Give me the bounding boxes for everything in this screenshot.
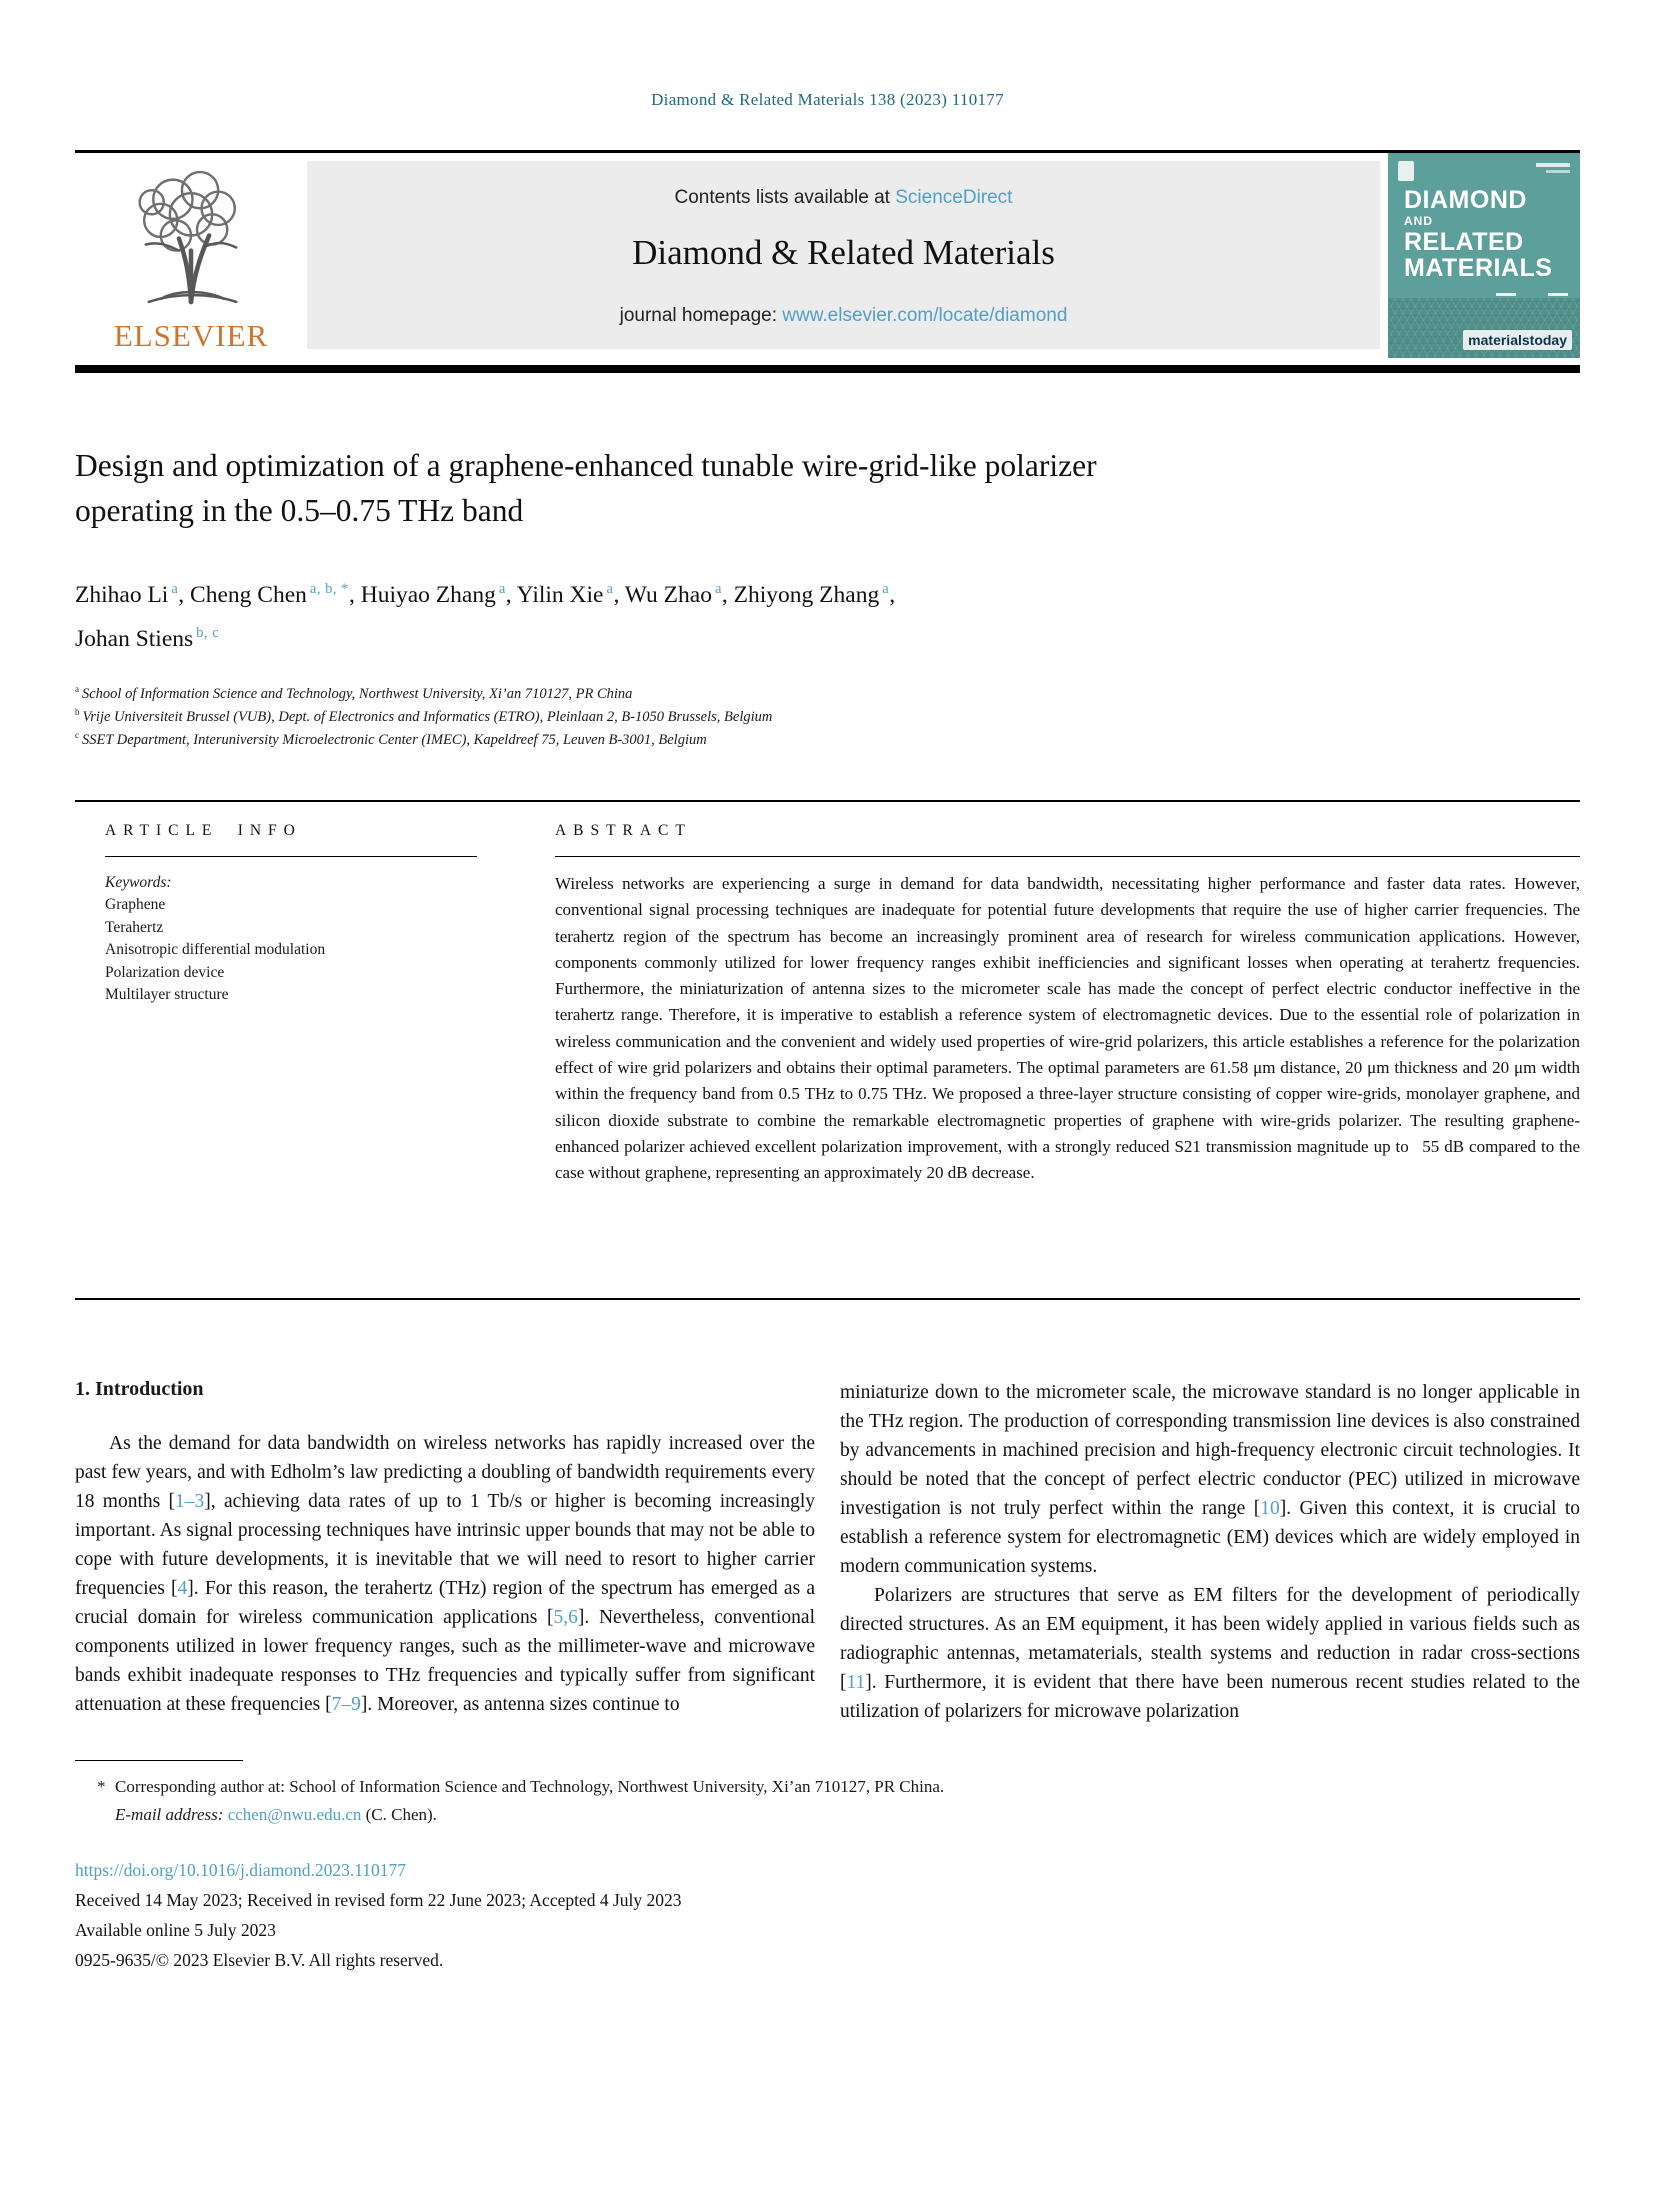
article-body bbox=[75, 1378, 1580, 1726]
cover-title-line: DIAMOND bbox=[1404, 186, 1527, 214]
abstract-heading: ABSTRACT bbox=[555, 822, 692, 839]
keyword: Polarization device bbox=[105, 963, 225, 981]
cover-title-line: RELATED bbox=[1404, 228, 1524, 257]
journal-reference: Diamond & Related Materials 138 (2023) 110177 bbox=[651, 90, 1004, 109]
contents-prefix: Contents lists available at bbox=[674, 187, 896, 208]
affiliation-marker: b bbox=[75, 707, 80, 718]
elsevier-logo bbox=[75, 153, 307, 365]
keyword: Terahertz bbox=[105, 918, 164, 936]
email-line bbox=[75, 1801, 1580, 1829]
section-heading-introduction: 1. Introduction bbox=[75, 1378, 204, 1400]
affiliation bbox=[75, 706, 1580, 729]
available-online: Available online 5 July 2023 bbox=[75, 1920, 276, 1940]
cover-title-line: AND bbox=[1404, 214, 1433, 228]
left-column bbox=[75, 1378, 815, 1726]
author-line-1: Zhihao Li $^a$, Cheng Chen $^{a, b, *}$, Huiyao Zhang $^a$, Yilin Xie $^a$, Wu Zhao $^a$, Zhiyong Zhang $^a$, bbox=[75, 581, 896, 608]
article-info-column bbox=[75, 822, 555, 1298]
affiliation-text: SSET Department, Interuniversity Microelectronic Center (IMEC), Kapeldreef 75, Leuven B-3001, Belgium bbox=[82, 732, 707, 748]
cover-elsevier-mark-icon bbox=[1398, 161, 1414, 181]
received-dates: Received 14 May 2023; Received in revised form 22 June 2023; Accepted 4 July 2023 bbox=[75, 1890, 682, 1910]
divider bbox=[555, 856, 1580, 857]
footnote-marker: * bbox=[97, 1777, 106, 1796]
affiliation bbox=[75, 683, 1580, 706]
intro-paragraph-1: As the demand for data bandwidth on wireless networks has rapidly increased over the past few years, and with Edholm’s law predicting a doubling of bandwidth requirements every 18 months [1–3], achieving data rates of up to 1 Tb/s or higher is becoming increasingly important. As signal processing techniques have intrinsic upper bounds that may not be able to cope with future developments, it is inevitable that we will need to resort to higher carrier frequencies [4]. For this reason, the terahertz (THz) region of the spectrum has emerged as a crucial domain for wireless communication applications [5,6]. Nevertheless, conventional components utilized in lower frequency ranges, such as the millimeter-wave and microwave bands exhibit inadequate responses to THz frequencies and typically suffer from significant attenuation at these frequencies [7–9]. Moreover, as antenna sizes continue to bbox=[75, 1433, 816, 1715]
cover-issue-text bbox=[1536, 163, 1570, 167]
cover-title bbox=[1404, 187, 1580, 281]
doi-link[interactable]: https://doi.org/10.1016/j.diamond.2023.110177 bbox=[75, 1860, 407, 1880]
keyword: Multilayer structure bbox=[105, 986, 229, 1003]
doi-line bbox=[75, 1855, 1580, 1885]
cover-title-line: MATERIALS bbox=[1404, 254, 1553, 283]
right-column bbox=[840, 1378, 1580, 1726]
journal-homepage-link[interactable]: www.elsevier.com/locate/diamond bbox=[782, 305, 1068, 326]
affiliation-text: School of Information Science and Technology, Northwest University, Xi’an 710127, PR China bbox=[82, 686, 633, 702]
author-line-2: Johan Stiens $^{b, c}$ bbox=[75, 625, 220, 652]
copyright-line: 0925-9635/© 2023 Elsevier B.V. All rights reserved. bbox=[75, 1950, 444, 1970]
email-label: E-mail address: bbox=[115, 1805, 224, 1824]
intro-paragraph-1-continued: miniaturize down to the micrometer scale, the microwave standard is no longer applicable in the THz region. The production of corresponding transmission line devices is also constrained by advancements in machined precision and high-frequency electronic circuit technologies. It should be noted that the concept of perfect electric conductor (PEC) utilized in microwave investigation is not truly perfect within the range [10]. Given this context, it is crucial to establish a reference system for electromagnetic (EM) devices which are widely employed in modern communication systems. bbox=[840, 1382, 1580, 1577]
affiliations bbox=[75, 683, 1580, 752]
homepage-prefix: journal homepage: bbox=[619, 305, 783, 326]
journal-banner bbox=[307, 161, 1380, 349]
affiliation-text: Vrije Universiteit Brussel (VUB), Dept. of Electronics and Informatics (ETRO), Pleinlaan 2, B-1050 Brussels, Belgium bbox=[82, 709, 773, 725]
keywords-label: Keywords: bbox=[105, 874, 172, 891]
masthead-divider bbox=[75, 365, 1580, 373]
article-title: Design and optimization of a graphene-enhanced tunable wire-grid-like polarizer operating in the 0.5–0.75 THz band bbox=[75, 448, 1097, 528]
author-list bbox=[75, 573, 1580, 661]
corresponding-author-note bbox=[75, 1773, 1580, 1801]
journal-title: Diamond & Related Materials bbox=[632, 233, 1055, 272]
keyword: Anisotropic differential modulation bbox=[105, 941, 326, 958]
article-info-heading: ARTICLE INFO bbox=[105, 822, 302, 839]
materialstoday-logo: materialstoday bbox=[1463, 330, 1572, 350]
journal-cover-thumbnail[interactable] bbox=[1388, 153, 1580, 358]
masthead bbox=[75, 153, 1580, 365]
affiliation-marker: a bbox=[75, 684, 79, 695]
divider bbox=[105, 856, 477, 857]
sciencedirect-link[interactable]: ScienceDirect bbox=[895, 187, 1013, 208]
affiliation-marker: c bbox=[75, 730, 79, 741]
affiliation bbox=[75, 729, 1580, 752]
keyword: Graphene bbox=[105, 896, 166, 913]
abstract-column bbox=[555, 822, 1580, 1298]
email-link[interactable]: cchen@nwu.edu.cn bbox=[227, 1805, 362, 1824]
email-suffix: (C. Chen). bbox=[361, 1805, 437, 1824]
elsevier-tree-icon bbox=[115, 163, 267, 316]
info-abstract-section bbox=[75, 800, 1580, 1300]
footnote-area bbox=[75, 1760, 1580, 1975]
cover-issue-text-2 bbox=[1546, 170, 1570, 173]
homepage-line bbox=[307, 305, 1380, 327]
intro-paragraph-2: Polarizers are structures that serve as EM filters for the development of periodically directed structures. As an EM equipment, it has been widely applied in various fields such as radiographic antennas, metamaterials, stealth systems and reduction in radar cross-sections [11]. Furthermore, it is evident that there have been numerous recent studies related to the utilization of polarizers for microwave polarization bbox=[840, 1585, 1580, 1722]
elsevier-wordmark: ELSEVIER bbox=[113, 318, 269, 353]
abstract-text: Wireless networks are experiencing a surge in demand for data bandwidth, necessitating higher performance and faster data rates. However, conventional signal processing techniques are inadequate for potential future developments that require the use of higher carrier frequencies. The terahertz region of the spectrum has become an increasingly prominent area of research for wireless communication applications. However, components commonly utilized for lower frequency ranges exhibit inefficiencies and significant losses when operating at terahertz frequencies. Furthermore, the miniaturization of antenna sizes to the micrometer scale has made the concept of perfect electric conductor ineffective in the terahertz range. Therefore, it is imperative to establish a reference system of electromagnetic devices. Due to the essential role of polarization in wireless communication and the convenient and widely used properties of wire-grid polarizers, this article establishes a reference for the polarization effect of wire grid polarizers and obtains their optimal parameters. The optimal parameters are 61.58 μm distance, 20 μm thickness and 20 μm width within the frequency band from 0.5 THz to 0.75 THz. We proposed a three-layer structure consisting of copper wire-grids, monolayer graphene, and silicon dioxide substrate to combine the remarkable electromagnetic properties of graphene with wire-grids polarizer. The resulting graphene-enhanced polarizer achieved excellent polarization improvement, with a strongly reduced S21 transmission magnitude up to 55 dB compared to the case without graphene, representing an approximately 20 dB decrease. bbox=[555, 874, 1580, 1183]
corresponding-author-text: Corresponding author at: School of Information Science and Technology, Northwest University, Xi’an 710127, PR China. bbox=[115, 1777, 945, 1796]
footnote-divider bbox=[75, 1760, 243, 1761]
contents-line bbox=[307, 187, 1380, 209]
